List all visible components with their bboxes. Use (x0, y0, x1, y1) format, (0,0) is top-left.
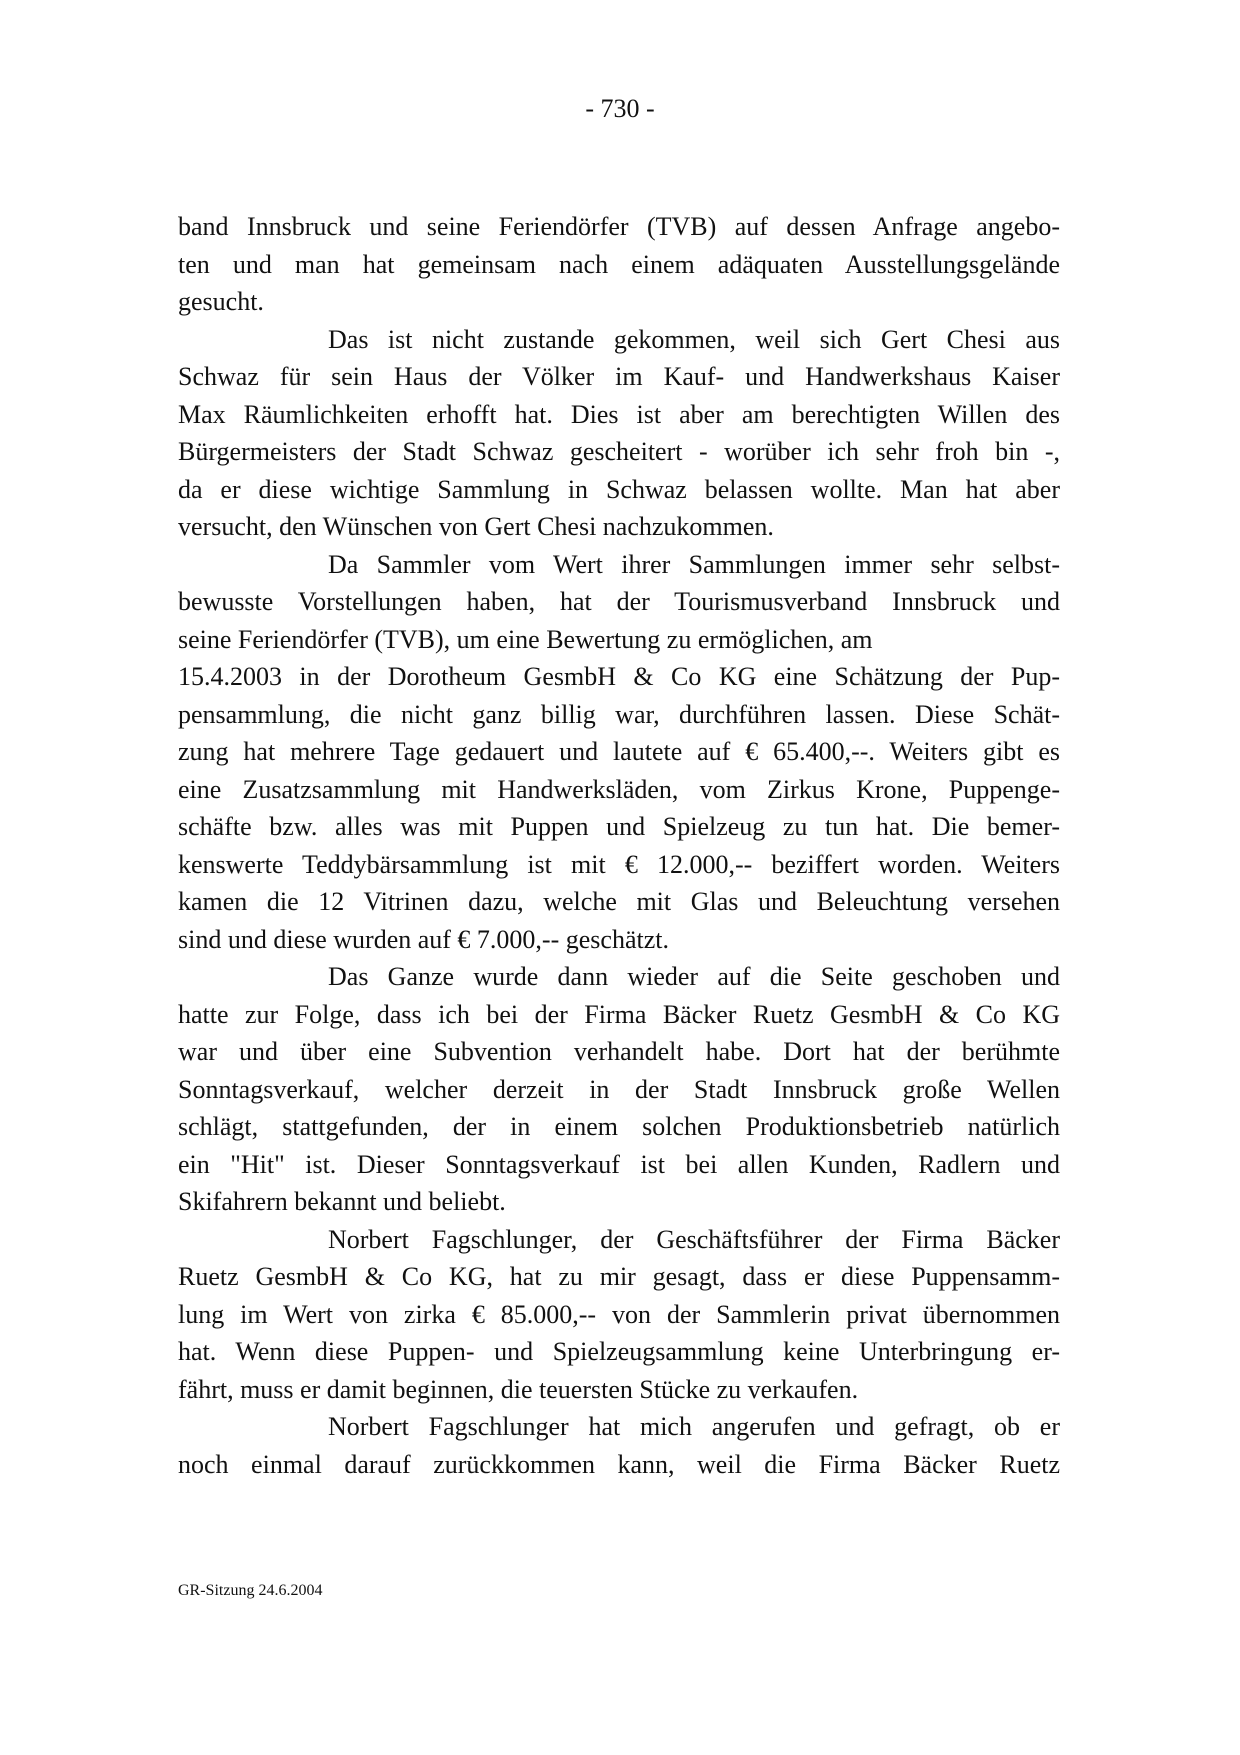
text-line: noch einmal darauf zurückkommen kann, weil die Firma Bäcker Ruetz (178, 1449, 1060, 1479)
text-line: versucht, den Wünschen von Gert Chesi nachzukommen. (178, 512, 774, 541)
text-line: ten und man hat gemeinsam nach einem adäquaten Ausstellungsgelände (178, 249, 1060, 279)
text-line: lung im Wert von zirka € 85.000,-- von der Sammlerin privat übernommen (178, 1299, 1060, 1329)
text-line: sind und diese wurden auf € 7.000,-- geschätzt. (178, 924, 669, 954)
text-line: schäfte bzw. alles was mit Puppen und Spielzeug zu tun hat. Die bemer- (178, 812, 1060, 841)
text-line: hatte zur Folge, dass ich bei der Firma Bäcker Ruetz GesmbH & Co KG (178, 999, 1060, 1029)
text-line: eine Zusatzsammlung mit Handwerksläden, vom Zirkus Krone, Puppenge- (178, 774, 1060, 804)
page-number: - 730 - (585, 94, 655, 123)
text-line: hat. Wenn diese Puppen- und Spielzeugsammlung keine Unterbringung er- (178, 1337, 1060, 1366)
text-line: Ruetz GesmbH & Co KG, hat zu mir gesagt, dass er diese Puppensamm- (178, 1262, 1060, 1291)
text-line: Norbert Fagschlunger, der Geschäftsführer der Firma Bäcker (328, 1224, 1060, 1254)
text-line: Skifahrern bekannt und beliebt. (178, 1187, 506, 1216)
text-line: pensammlung, die nicht ganz billig war, durchführen lassen. Diese Schät- (178, 699, 1060, 729)
text-line: kamen die 12 Vitrinen dazu, welche mit Glas und Beleuchtung versehen (178, 887, 1060, 916)
text-line: Bürgermeisters der Stadt Schwaz gescheitert - worüber ich sehr froh bin -, (178, 437, 1060, 466)
body-text (178, 208, 1060, 1483)
text-line: ein "Hit" ist. Dieser Sonntagsverkauf ist bei allen Kunden, Radlern und (178, 1149, 1060, 1179)
text-line: gesucht. (178, 287, 264, 316)
text-line: war und über eine Subvention verhandelt habe. Dort hat der berühmte (178, 1037, 1060, 1066)
footer-text: GR-Sitzung 24.6.2004 (178, 1582, 323, 1599)
text-line: fährt, muss er damit beginnen, die teuersten Stücke zu verkaufen. (178, 1374, 859, 1404)
text-line: band Innsbruck und seine Feriendörfer (TVB) auf dessen Anfrage angebo- (178, 212, 1060, 241)
text-line: Max Räumlichkeiten erhofft hat. Dies ist aber am berechtigten Willen des (178, 399, 1060, 429)
text-line: Das ist nicht zustande gekommen, weil sich Gert Chesi aus (328, 324, 1060, 354)
text-line: bewusste Vorstellungen haben, hat der Tourismusverband Innsbruck und (178, 587, 1060, 616)
text-line: schlägt, stattgefunden, der in einem solchen Produktionsbetrieb natürlich (178, 1112, 1060, 1141)
text-line: Das Ganze wurde dann wieder auf die Seite geschoben und (328, 962, 1060, 991)
text-line: Schwaz für sein Haus der Völker im Kauf- und Handwerkshaus Kaiser (178, 362, 1060, 391)
text-line: Sonntagsverkauf, welcher derzeit in der Stadt Innsbruck große Wellen (178, 1074, 1060, 1104)
text-line: 15.4.2003 in der Dorotheum GesmbH & Co KG eine Schätzung der Pup- (178, 662, 1060, 691)
text-line: da er diese wichtige Sammlung in Schwaz belassen wollte. Man hat aber (178, 474, 1060, 504)
text-line: seine Feriendörfer (TVB), um eine Bewertung zu ermöglichen, am (178, 624, 873, 654)
text-line: zung hat mehrere Tage gedauert und lautete auf € 65.400,--. Weiters gibt es (178, 737, 1060, 766)
text-line: Norbert Fagschlunger hat mich angerufen und gefragt, ob er (328, 1412, 1060, 1441)
text-line: Da Sammler vom Wert ihrer Sammlungen immer sehr selbst- (328, 549, 1060, 579)
text-line: kenswerte Teddybärsammlung ist mit € 12.000,-- beziffert worden. Weiters (178, 849, 1060, 879)
